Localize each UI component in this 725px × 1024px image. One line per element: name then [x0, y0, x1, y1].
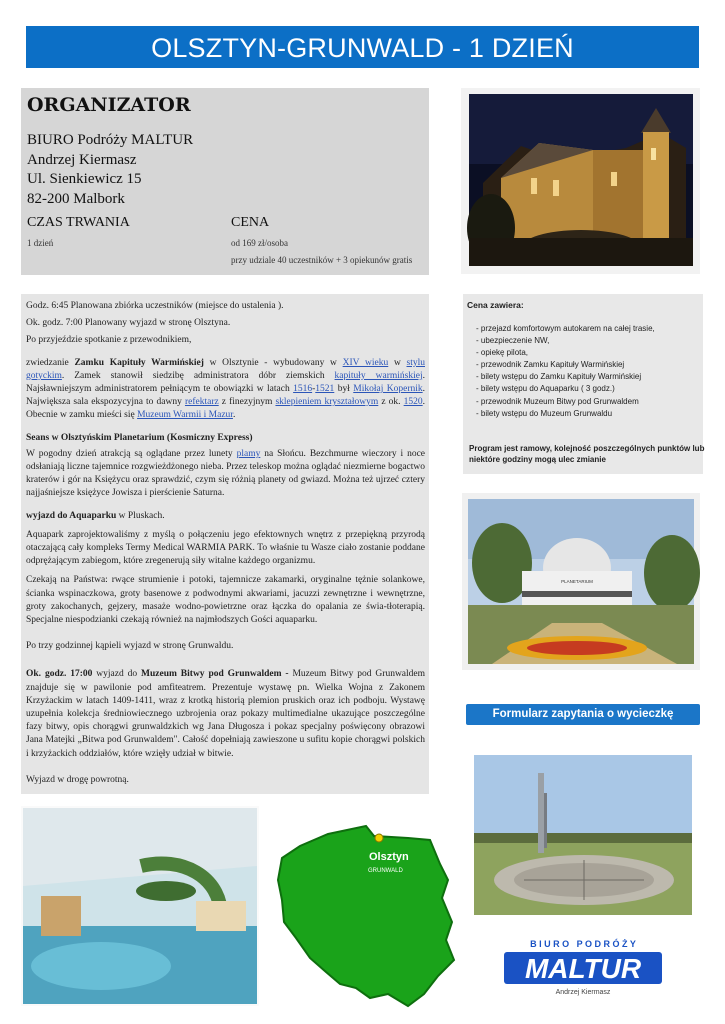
price-includes-box — [463, 294, 703, 474]
price-note: przy udziale 40 uczestników + 3 opiekunów gratis — [231, 255, 413, 265]
museum-description — [26, 668, 425, 760]
castle-photo — [461, 88, 700, 274]
text: w Pluskach. — [116, 510, 165, 521]
planetarium-heading: Seans w Olsztyńskim Planetarium (Kosmiczny Express) — [26, 432, 253, 443]
link-warmia-chapter[interactable]: kapituły warmińskiej — [334, 370, 423, 381]
planetarium-sign: PLANETARIUM — [561, 579, 593, 584]
page-title: OLSZTYN-GRUNWALD - 1 DZIEŃ — [26, 26, 699, 68]
aquapark-photo — [21, 806, 259, 1006]
organizer-line: BIURO Podróży MALTUR — [27, 132, 194, 148]
link-1516[interactable]: 1516 — [293, 384, 313, 395]
list-item: - bilety wstępu do Muzeum Grunwaldu — [476, 408, 613, 418]
text: był — [334, 384, 354, 395]
link-copernicus[interactable]: Mikołaj Kopernik — [353, 384, 423, 395]
organizer-heading: ORGANIZATOR — [27, 94, 191, 116]
organizer-box — [21, 88, 429, 275]
text: . Największa sala ekspozycyjna to dawny — [26, 384, 425, 408]
poland-shape — [278, 826, 454, 1006]
organizer-line: 82-200 Malbork — [27, 190, 125, 207]
aquapark-heading — [26, 510, 425, 523]
aquapark-description: Aquapark zaprojektowaliśmy z myślą o połączeniu jego efektownych wnętrz z przepiękną przyrodą otaczającą cały kompleks Termy Medical WARMIA PARK. To właśnie tu Wasze ciało zostanie poddane odprężającym zabiegom, które zregenerują siły witalne każdego organizmu. — [26, 529, 425, 567]
list-item: - opiekę pilota, — [476, 348, 529, 358]
castle-description — [26, 357, 425, 423]
text: Muzeum Bitwy pod Grunwaldem znajduje się w pawilonie pod amfiteatrem. Prezentuje wystawę pn. Wielka Wojna z Zakonem Krzyżackim w latach 1409-1411, wraz z krotką historią plemion pruskich oraz ich podboju. Wystawę uzupełnia kolekcja średniowiecznego uzbrojenia oraz pokazy multimedialne ukazujące poszczególne fazy bitwy, opis chorągwi grunwaldzkich wg Jana Długosza i pokaz specjalny poświęcony obrazowi Jana Matejki „Bitwa pod Grunwaldem". Całość dopełniają zawieszone u sufitu kopie chorągwi polskich i krzyżackich oddziałów, które wzięły udział w bitwie. — [26, 669, 426, 759]
link-gothic-style[interactable]: stylu gotyckim — [26, 357, 425, 381]
program-line: Ok. godz. 7:00 Planowany wyjazd w stronę Olsztyna. — [26, 318, 231, 329]
price-block — [231, 215, 412, 266]
inquiry-form-button[interactable]: Formularz zapytania o wycieczkę — [466, 704, 700, 725]
text: . Obecnie w zamku mieści się — [26, 397, 426, 421]
logo-owner: Andrzej Kiermasz — [555, 989, 611, 996]
text: - — [312, 384, 316, 395]
duration-label: CZAS TRWANIA — [27, 215, 130, 230]
program-note: Program jest ramowy, kolejność poszczególnych punktów lub niektóre godziny mogą ulec zmianie — [469, 444, 705, 464]
map-city-label: Olsztyn — [369, 851, 409, 863]
museum-name: Muzeum Bitwy pod Grunwaldem - — [141, 669, 289, 680]
organizer-line: Ul. Sienkiewicz 15 — [27, 171, 142, 187]
link-xiv-century[interactable]: XIV wieku — [342, 357, 389, 368]
link-1520[interactable]: 1520 — [403, 397, 423, 408]
text: . Zamek stanowił siedzibę administratora dóbr ziemskich — [61, 370, 335, 381]
grunwald-photo — [474, 755, 692, 915]
text: w — [388, 357, 407, 368]
aquapark-name: wyjazd do Aquaparku — [26, 510, 117, 521]
logo-tagline: B I U R O P O D R Ó Ż Y — [530, 939, 636, 949]
link-crystal-vault[interactable]: sklepieniem kryształowym — [275, 397, 379, 408]
logo-name: MALTUR — [524, 953, 642, 984]
text: na Słońcu. Bezchmurne wieczory i noce odsłaniają liczne tajemnice rozgwieżdżonego nieba. Przez teleskop można oglądać niezmierne bogactwo kraterów i gór na Księżycu oraz sprawdzić, czym się różnią planety od gwiazd. Można też ujrzeć cztery najjaśniejsze księżyce Jowisza i pierścienie Saturna. — [26, 448, 426, 499]
poland-map — [270, 818, 460, 1010]
maltur-logo — [498, 938, 668, 1002]
text: z finezyjnym — [218, 397, 276, 408]
program-line: Po przyjeździe spotkanie z przewodnikiem, — [26, 335, 192, 346]
organizer-line: Andrzej Kiermasz — [27, 151, 137, 168]
link-refectory[interactable]: refektarz — [184, 397, 219, 408]
map-region-label: GRUNWALD — [368, 868, 403, 874]
text: . Najsławniejszym administratorem pełniącym te obowiązki w latach — [26, 370, 425, 395]
planetarium-description — [26, 448, 425, 501]
link-1521[interactable]: 1521 — [315, 384, 335, 395]
list-item: - przejazd komfortowym autokarem na całej trasie, — [476, 324, 655, 333]
link-museum-warmia[interactable]: Muzeum Warmii i Mazur — [137, 410, 233, 421]
price-label: CENA — [231, 215, 270, 230]
price-value: od 169 zł/osoba — [231, 238, 288, 248]
organizer-address — [27, 131, 423, 209]
program-line: Godz. 6:45 Planowana zbiórka uczestników (miejsce do ustalenia ). — [26, 301, 284, 311]
price-includes-list — [467, 323, 699, 420]
program-line: Wyjazd w drogę powrotną. — [26, 774, 129, 785]
list-item: - bilety wstępu do Aquaparku ( 3 godz.) — [476, 384, 615, 394]
program-box — [21, 294, 429, 794]
list-item: - ubezpieczenie NW, — [476, 336, 550, 346]
text: . — [232, 410, 236, 421]
text: wyjazd do — [92, 669, 142, 680]
list-item: - przewodnik Zamku Kapituły Warmińskiej — [476, 360, 625, 370]
text: z ok. — [378, 397, 404, 408]
text: w Olsztynie - wybudowany w — [203, 357, 343, 368]
list-item: - przewodnik Muzeum Bitwy pod Grunwaldem — [476, 396, 639, 406]
price-includes-heading: Cena zawiera: — [467, 300, 524, 310]
castle-name: Zamku Kapituły Warmińskiej — [74, 357, 204, 368]
list-item: - bilety wstępu do Zamku Kapituły Warmińskiej — [476, 372, 642, 382]
planetarium-photo — [462, 493, 700, 670]
duration-block — [27, 215, 130, 249]
text: zwiedzanie — [26, 357, 75, 368]
program-line: Po trzy godzinnej kąpieli wyjazd w stronę Grunwaldu. — [26, 641, 234, 652]
museum-time: Ok. godz. 17:00 — [26, 669, 93, 680]
text: W pogodny dzień atrakcją są oglądane przez lunety — [26, 448, 237, 459]
duration-value: 1 dzień — [27, 238, 54, 248]
link-sunspots[interactable]: plamy — [236, 448, 261, 459]
aquapark-attractions: Czekają na Państwa: rwące strumienie i potoki, tajemnicze zakamarki, oryginalne tężnie solankowe, ścianka wspinaczkowa, groty basenowe z podwodnymi akwariami, jacuzzi zewnętrzne i wewnętrzne, groty zakochanych, gejzery, masaże wodno-powietrzne oraz łączka do opalania ze świa-tłoterapią. Specjalne niespodzianki czekają również na najmłodszych Gości aquaparku. — [26, 575, 425, 626]
